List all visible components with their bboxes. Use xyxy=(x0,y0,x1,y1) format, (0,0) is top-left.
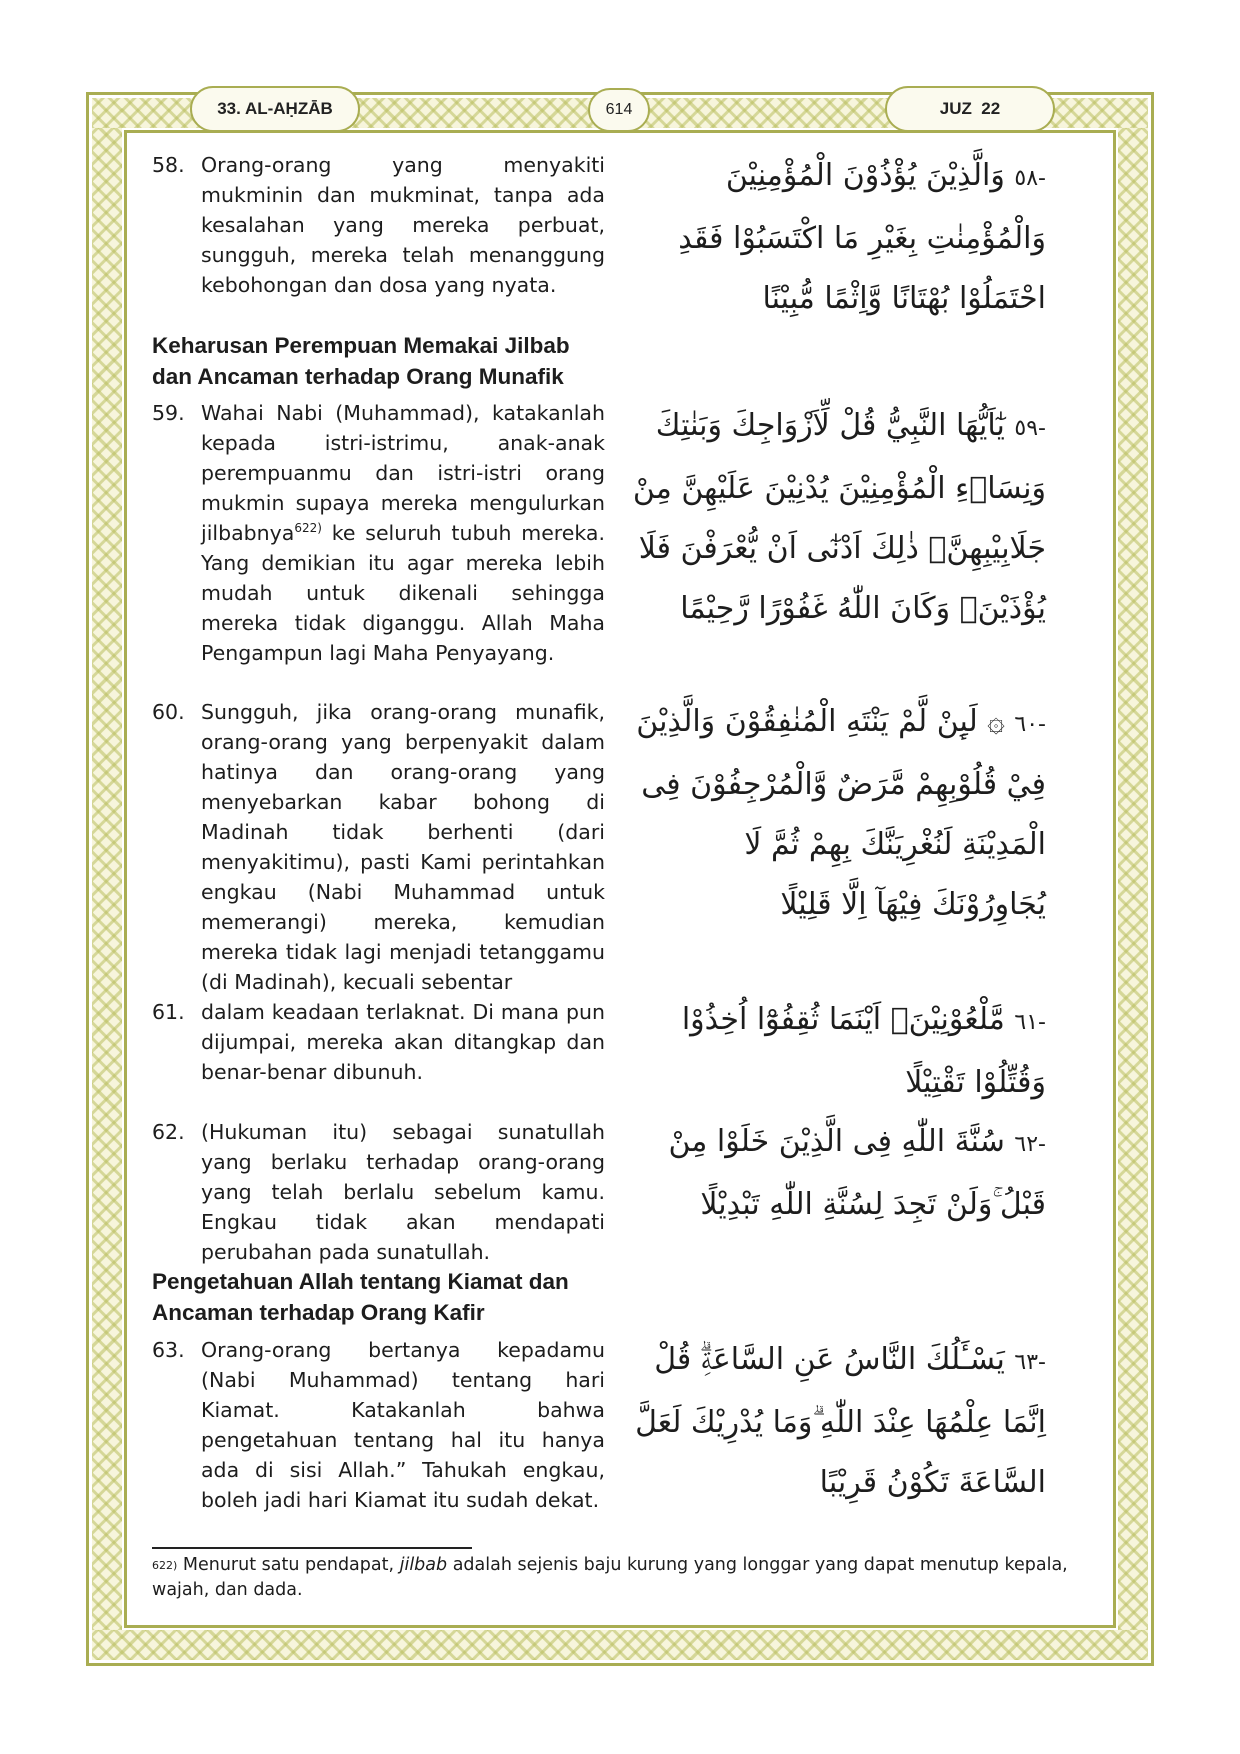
arabic-verse-number: -٥٨ xyxy=(1014,166,1046,191)
surah-name: 33. AL-AḤZĀB xyxy=(217,99,333,118)
verse-translation: (Hukuman itu) sebagai sunatullah yang berlaku terhadap orang-orang yang telah berlalu sebelum kamu. Engkau tidak akan mendapati perubahan pada sunatullah. xyxy=(201,1120,605,1264)
arabic-verse: وَالَّذِيْنَ يُؤْذُوْنَ الْمُؤْمِنِيْنَ وَالْمُؤْمِنٰتِ بِغَيْرِ مَا اكْتَسَبُوْا فَقَدِ احْتَمَلُوْا بُهْتَانًا وَّاِثْمًا مُّبِيْنًا xyxy=(678,158,1046,316)
verse-translation: Orang-orang bertanya kepadamu (Nabi Muhammad) tentang hari Kiamat. Katakanlah bahwa pengetahuan tentang hal itu hanya ada di sisi Allah.” Tahukah engkau, boleh jadi hari Kiamat itu sudah dekat. xyxy=(201,1338,605,1512)
arabic-text xyxy=(628,146,1046,329)
section-heading: Keharusan Perempuan Memakai Jilbab dan Ancaman terhadap Orang Munafik xyxy=(152,333,570,389)
arabic-verse: يٰٓاَيُّهَا النَّبِيُّ قُلْ لِّاَزْوَاجِكَ وَبَنٰتِكَ وَنِسَاۤءِ الْمُؤْمِنِيْنَ يُدْنِيْنَ عَلَيْهِنَّ مِنْ جَلَابِيْبِهِنَّۗ ذٰلِكَ اَدْنٰٓى اَنْ يُّعْرَفْنَ فَلَا يُؤْذَيْنَۗ وَكَانَ اللّٰهُ غَفُوْرًا رَّحِيْمًا xyxy=(632,408,1046,626)
verse-translation xyxy=(201,398,605,668)
verse-number: 62. xyxy=(152,1120,185,1144)
verse-number: 63. xyxy=(152,1338,185,1362)
verse-translation: Sungguh, jika orang-orang munafik, orang-orang yang berpenyakit dalam hatinya dan orang-orang yang menyebarkan kabar bohong di Madinah tidak berhenti (dari menyakitimu), pasti Kami perintahkan engkau (Nabi Muhammad untuk memerangi) mereka, kemudian mereka tidak lagi menjadi tetanggamu (di Madinah), kecuali sebentar xyxy=(201,700,605,994)
arabic-text xyxy=(628,1112,1046,1235)
translation-part: Wahai Nabi (Muhammad), katakanlah kepada istri-istrimu, anak-anak perempuanmu dan istri-istri orang mukmin supaya mereka mengulurkan jilbabnya xyxy=(201,401,605,545)
arabic-verse-number: -٦٢ xyxy=(1014,1132,1046,1157)
footnote-ref[interactable]: 622) xyxy=(294,521,322,536)
footnote-text: Menurut satu pendapat, xyxy=(177,1555,400,1575)
verse-number: 61. xyxy=(152,1000,185,1024)
arabic-verse-number: -٥٩ xyxy=(1014,416,1046,441)
verse-translation: Orang-orang yang menyakiti mukminin dan mukminat, tanpa ada kesalahan yang mereka perbuat, sungguh, mereka telah menanggung kebohongan dan dosa yang nyata. xyxy=(201,153,605,297)
section-heading: Pengetahuan Allah tentang Kiamat dan Ancaman terhadap Orang Kafir xyxy=(152,1269,569,1325)
arabic-verse-number: -٦٠ xyxy=(1014,712,1046,737)
arabic-verse: ۞ لَىِٕنْ لَّمْ يَنْتَهِ الْمُنٰفِقُوْنَ وَالَّذِيْنَ فِيْ قُلُوْبِهِمْ مَّرَضٌ وَّالْمُرْجِفُوْنَ فِى الْمَدِيْنَةِ لَنُغْرِيَنَّكَ بِهِمْ ثُمَّ لَا يُجَاوِرُوْنَكَ فِيْهَآ اِلَّا قَلِيْلًا xyxy=(636,704,1046,922)
translation-part: ke seluruh tubuh mereka. Yang demikian itu agar mereka lebih mudah untuk dikenali sehingga mereka tidak diganggu. Allah Maha Pengampun lagi Maha Penyayang. xyxy=(201,521,605,665)
verse-number: 60. xyxy=(152,700,185,724)
verse-number: 59. xyxy=(152,401,185,425)
verse-translation: dalam keadaan terlaknat. Di mana pun dijumpai, mereka akan ditangkap dan benar-benar dibunuh. xyxy=(201,1000,605,1084)
juz-number: JUZ 22 xyxy=(939,99,1001,118)
arabic-text xyxy=(628,692,1046,935)
arabic-text xyxy=(628,1330,1046,1513)
footnote-term: jilbab xyxy=(399,1555,448,1575)
footnote-text: adalah sejenis baju kurung yang longgar yang dapat menutup kepala, wajah, dan dada. xyxy=(152,1555,1068,1600)
footnote-mark: 622) xyxy=(152,1559,178,1572)
arabic-verse: يَسْـَٔلُكَ النَّاسُ عَنِ السَّاعَةِۗ قُلْ اِنَّمَا عِلْمُهَا عِنْدَ اللّٰهِ ۗوَمَا يُدْرِيْكَ لَعَلَّ السَّاعَةَ تَكُوْنُ قَرِيْبًا xyxy=(635,1342,1046,1500)
page-number: 614 xyxy=(605,101,633,118)
arabic-text xyxy=(628,396,1046,639)
arabic-text xyxy=(628,990,1046,1113)
verse-number: 58. xyxy=(152,153,185,177)
surah-label xyxy=(190,86,360,132)
page-number-badge xyxy=(588,88,650,132)
arabic-verse: مَّلْعُوْنِيْنَۛ اَيْنَمَا ثُقِفُوْٓا اُخِذُوْا وَقُتِّلُوْا تَقْتِيْلًا xyxy=(681,1002,1046,1100)
footnote-divider xyxy=(152,1547,472,1549)
arabic-verse-number: -٦٣ xyxy=(1014,1350,1046,1375)
juz-label xyxy=(885,86,1055,132)
arabic-verse-number: -٦١ xyxy=(1014,1010,1046,1035)
footnote xyxy=(152,1553,1092,1603)
arabic-verse: سُنَّةَ اللّٰهِ فِى الَّذِيْنَ خَلَوْا مِنْ قَبْلُ ۚوَلَنْ تَجِدَ لِسُنَّةِ اللّٰهِ تَبْدِيْلًا xyxy=(668,1124,1046,1222)
